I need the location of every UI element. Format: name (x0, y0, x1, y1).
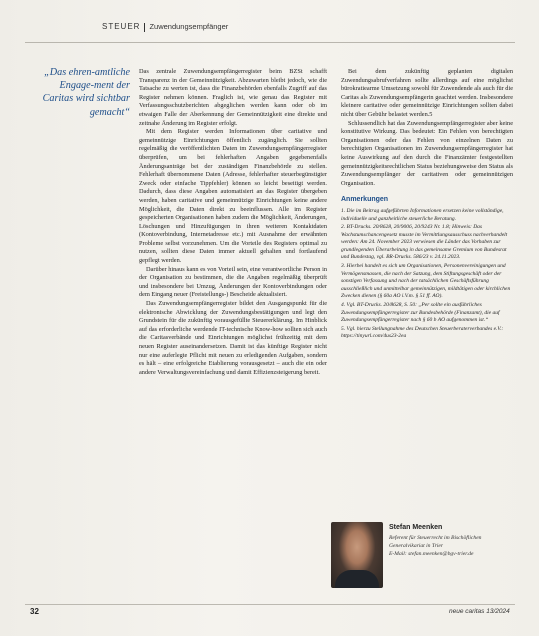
header-rule (25, 42, 515, 43)
footnote: 5. Vgl. hierzu Stellungnahme des Deutschen Steuerberaterverbandes e.V.: https://tinyurl.com/4us23-2ea (341, 325, 504, 340)
running-header (102, 22, 228, 32)
pull-quote: „Das ehren-amtliche Engage-ment der Caritas wird sichtbar gemacht“ (42, 67, 130, 118)
paragraph: Mit dem Register werden Informationen über caritative und gemeinnützige Einrichtungen öffentlich zugänglich. Sie sollten regelmäßig die veröffentlichten Daten im Zuwendungsempfängerregister überprüfen, um bei fehlerhaften Angaben gegebenenfalls Änderungsanträge bei der zuständigen Finanzbehörde zu stellen. Fehlerhaft übernommene Daten (Adresse, fehlerhafter steuerbegünstigter Zweck oder einfache Tippfehler) können so leicht beseitigt werden. Dadurch, dass diese Angaben automatisiert an das Register übergeben werden, haben caritative und gemeinnützige Einrichtungen keine andere Möglichkeit, die Daten direkt zu beeinflussen. Alle im Register gespeicherten Organisationen haben zudem die Möglichkeit, Änderungen, Löschungen und Hinzufügungen in ihren weiteren Kontaktdaten (Kontoverbindung, Internetadresse etc.) mit Ausnahme der erwähnten Probleme selbst vorzunehmen. Um die Vorteile des Registers optimal zu nutzen, sollten diese Daten immer aktuell gehalten und fortlaufend gepflegt werden. (139, 128, 327, 265)
footnote: 2. BT-Drucks. 20/8628, 20/9006, 20/9243 Nr. 1.8; Hinweis: Das Wachstumschancengesetz musste im Vermittlungsausschuss nachverhandelt werden: Am 24. November 2023 verwiesen die Länder das Vorhaben zur grundlegenden Überarbeitung in das gemeinsame Gremium von Bundesrat und Bundestag, vgl. BR-Drucks. 586/23 v. 24.11.2023. (341, 224, 508, 261)
author-org: Generalvikariat in Trier (389, 543, 444, 549)
section-label: STEUER (102, 22, 141, 31)
page-number: 32 (30, 607, 39, 616)
author-role: Referent für Steuerrecht im Bischöflichen (389, 535, 482, 541)
author-photo-shirt (335, 570, 379, 588)
footnote: 1. Die im Beitrag aufgeführten Informationen ersetzen keine vollständige, individuelle und ganzheitliche steuerliche Beratung. (341, 207, 504, 222)
paragraph: Bei dem zukünftig geplanten digitalen Zuwendungsabrufverfahren sollte allerdings auf eine möglichst bürokratiearme Umsetzung sowohl für Zuwendende als auch für die Caritas als Zuwendungsempfängerin geachtet werden. Insbesondere kleinere caritative oder gemeinnützige Einrichtungen sollten dabei nicht über Gebühr belastet werden.5 (341, 68, 513, 118)
footnote: 3. Hierbei handelt es sich um Organisationen, Personenvereinigungen und Vermögensmassen, die nach der Satzung, dem Stiftungsgeschäft oder der sonstigen Verfassung und nach der tatsächlichen Geschäftsführung ausschließlich und unmittelbar gemeinnützigen, mildtätigen oder kirchlichen Zwecken dienen (§ 60a AO i.V.m. § 51 ff. AO). (341, 263, 511, 300)
footer-rule (25, 604, 515, 605)
author-photo (331, 522, 383, 588)
article-column-1 (139, 68, 327, 377)
magazine-issue: neue caritas 13/2024 (449, 608, 510, 615)
notes-heading: Anmerkungen (341, 196, 389, 204)
paragraph: Das Zuwendungsempfängerregister bildet den Ausgangspunkt für die elektronische Abwicklung der Zuwendungsbestätigungen und legt den Grundstein für die zukünftig vorausgefüllte Steuererklärung. Im Hinblick auf das erforderliche werdende IT-technische Know-how sollten sich auch die Caritasverbände und Einrichtungen möglichst frühzeitig mit dem neuen Register auseinandersetzen. Damit ist das künftige Register nicht nur eine auferlegte Pflicht mit neuen zu erledigenden Aufgaben, sondern es hält – eine erfolgreiche Etablierung vorausgesetzt – auch die ein oder andere Verwaltungsvereinfachung und damit Effizienzsteigerung bereit. (139, 300, 327, 376)
paragraph: Das zentrale Zuwendungsempfängerregister beim BZSt schafft Transparenz in der Gemeinnützigkeit. Abzuwarten bleibt jedoch, wie die Tatsache zu werten ist, dass die Finanzbehörden ebenfalls Zugriff auf das Register nehmen können. Fraglich ist, wie genau das Register mit Verfassungsschutzberichten abgeglichen werden kann oder ob im etwaigen Falle der Aberkennung der Gemeinnützigkeit eine direkte und zeitnahe Änderung im Register erfolgt. (139, 68, 327, 127)
author-email[interactable]: E-Mail: stefan.meenken@bgv-trier.de (389, 551, 474, 557)
footnote: 4. Vgl. BT-Drucks. 20/8628, S. 50: „Per sollte ein ausführliches Zuwendungsempfängerregister zur Bundesbehörde (Finanzamt), die auf Zuwendungsempfängerregister nach § 60 b AO aufgenommen ist.“ (341, 302, 500, 324)
paragraph: Schlussendlich hat das Zuwendungsempfängerregister aber keine konstitutive Wirkung. Das bedeutet: Ein Fehlen von berechtigten Organisationen oder das Fehlen von einzelnen Daten zu berechtigten Organisationen im Zuwendungsempfängerregister hat keine Auswirkung auf den durch die Finanzämter festgestellten gemeinnützigkeitsrechtlichen Status beziehungsweise den Status als Zuwendungsempfänger der caritativen oder gemeinnützigen Organisation. (341, 119, 513, 187)
author-name: Stefan Meenken (389, 524, 443, 531)
header-divider (144, 23, 145, 32)
article-column-2 (341, 68, 513, 342)
paragraph: Darüber hinaus kann es von Vorteil sein, eine verantwortliche Person in der Organisation zu bestimmen, die die Angaben regelmäßig überprüft und insbesondere bei Umzug, Änderungen der Kontoverbindungen oder dem Eingang neuer (Freistellungs-) Bescheide aktualisiert. (139, 265, 327, 299)
topic-label: Zuwendungsempfänger (149, 22, 229, 31)
